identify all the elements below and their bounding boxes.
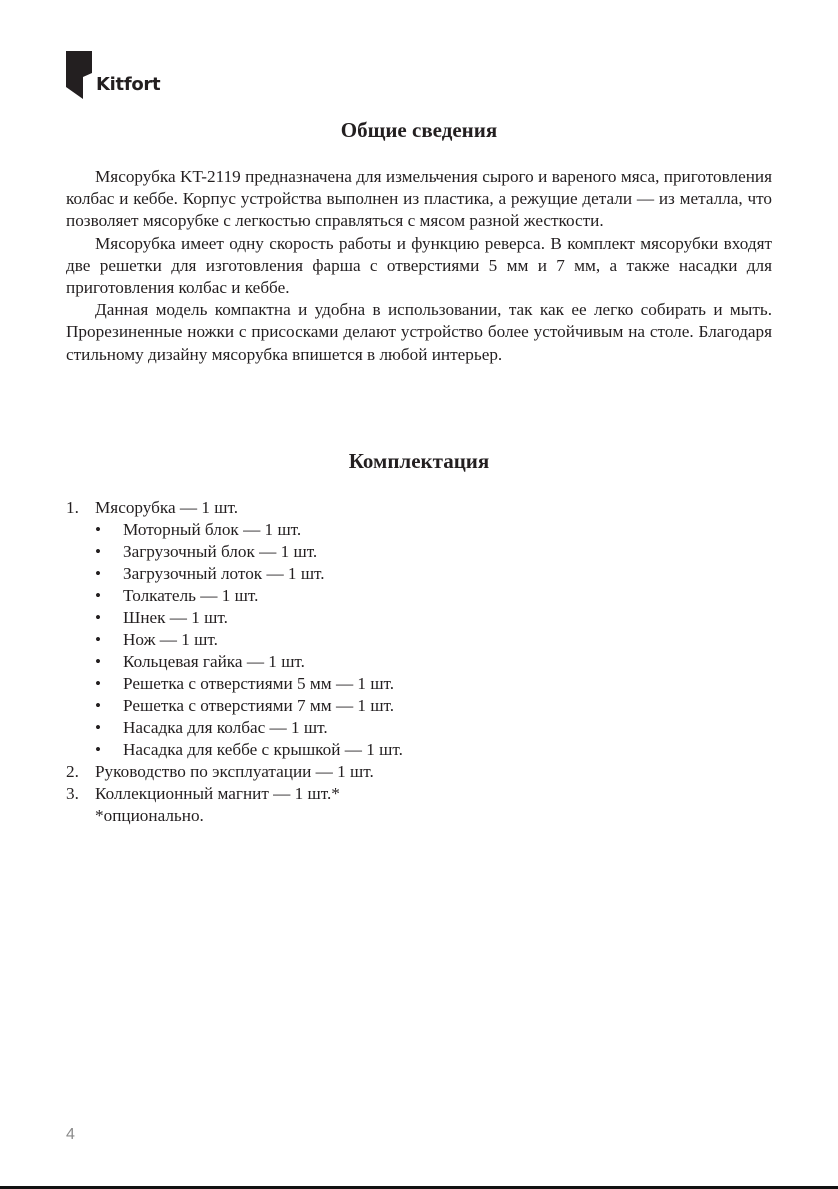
bullet: •	[95, 520, 102, 539]
page-number: 4	[66, 1126, 75, 1143]
kitfort-logo	[66, 51, 166, 101]
bullet: •	[95, 564, 102, 583]
paragraph: Мясорубка KT-2119 предназначена для измельчения сырого и вареного мяса, приготовления колбас и кеббе. Корпус устройства выполнен из пластика, а режущие детали — из металла, что позволяет мясорубке с легкостью справляться с мясом разной жесткости.	[66, 167, 772, 231]
bullet: •	[95, 586, 102, 605]
sub-list-item	[66, 585, 772, 607]
general-info-text	[66, 166, 772, 366]
bullet: •	[95, 740, 102, 759]
sub-list-item-text: Насадка для колбас — 1 шт.	[123, 718, 328, 737]
sub-list-item	[66, 739, 772, 761]
list-number: 2.	[66, 762, 79, 781]
sub-list-item	[66, 651, 772, 673]
contents-list	[66, 497, 772, 827]
sub-list-item	[66, 673, 772, 695]
sub-list-item	[66, 629, 772, 651]
section-title-general: Общие сведения	[340, 118, 498, 142]
sub-list-item-text: Решетка с отверстиями 5 мм — 1 шт.	[123, 674, 395, 693]
kitfort-logo-mark-icon	[66, 51, 92, 99]
sub-list-item	[66, 519, 772, 541]
sub-list-item-text: Моторный блок — 1 шт.	[123, 520, 302, 539]
list-number: 3.	[66, 784, 79, 803]
bullet: •	[95, 542, 102, 561]
list-item-text: Мясорубка — 1 шт.	[95, 498, 239, 517]
bullet: •	[95, 718, 102, 737]
section-title-contents: Комплектация	[348, 449, 490, 473]
bullet: •	[95, 608, 102, 627]
list-item-text: Коллекционный магнит — 1 шт.*	[95, 784, 340, 803]
list-number: 1.	[66, 498, 79, 517]
brand-name: Kitfort	[96, 74, 161, 95]
sub-list-item	[66, 695, 772, 717]
list-item	[66, 761, 772, 783]
bullet: •	[95, 652, 102, 671]
sub-list-item-text: Нож — 1 шт.	[123, 630, 218, 649]
sub-list-item-text: Шнек — 1 шт.	[123, 608, 228, 627]
bullet: •	[95, 696, 102, 715]
sub-list-item-text: Кольцевая гайка — 1 шт.	[123, 652, 305, 671]
list-item	[66, 497, 772, 519]
paragraph: Мясорубка имеет одну скорость работы и функцию реверса. В комплект мясорубки входят две решетки для изготовления фарша с отверстиями 5 мм и 7 мм, а также насадки для приготовления колбас и кеббе.	[66, 233, 772, 298]
sub-list-item-text: Решетка с отверстиями 7 мм — 1 шт.	[123, 696, 395, 715]
footnote: *опционально.	[95, 806, 204, 825]
sub-list-item	[66, 563, 772, 585]
list-item-text: Руководство по эксплуатации — 1 шт.	[95, 762, 374, 781]
sub-list-item-text: Загрузочный блок — 1 шт.	[123, 542, 318, 561]
sub-list-item-text: Толкатель — 1 шт.	[123, 586, 259, 605]
sub-list-item	[66, 717, 772, 739]
sub-list-item-text: Загрузочный лоток — 1 шт.	[123, 564, 325, 583]
bullet: •	[95, 674, 102, 693]
sub-list	[66, 519, 772, 761]
sub-list-item	[66, 541, 772, 563]
list-item	[66, 783, 772, 805]
sub-list-item-text: Насадка для кеббе с крышкой — 1 шт.	[123, 740, 403, 759]
paragraph: Данная модель компактна и удобна в использовании, так как ее легко собирать и мыть. Прорезиненные ножки с присосками делают устройство более устойчивым на столе. Благодаря стильному дизайну мясорубка впишется в любой интерьер.	[66, 300, 772, 364]
bullet: •	[95, 630, 102, 649]
sub-list-item	[66, 607, 772, 629]
footnote-row	[66, 805, 772, 827]
